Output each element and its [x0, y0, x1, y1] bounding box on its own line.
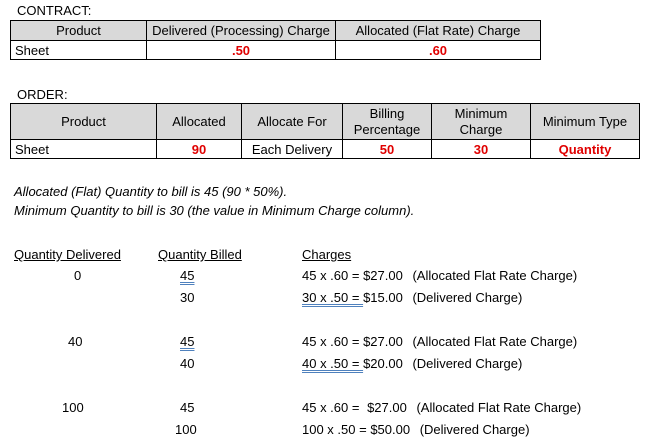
charge-line: [302, 268, 577, 283]
billing-line-1: Billing: [369, 105, 405, 121]
charge-description: (Allocated Flat Rate Charge): [412, 268, 578, 283]
order-cell-product: Sheet: [11, 140, 157, 159]
charge-description: (Delivered Charge): [412, 356, 523, 371]
charge-line: [302, 356, 522, 371]
billed-value: 30: [180, 290, 195, 305]
order-cell-billing-percentage: 50: [343, 140, 432, 159]
charge-amount: $27.00: [367, 400, 407, 415]
order-cell-allocate-for: Each Delivery: [242, 140, 343, 159]
charge-expression: 40 x .50 =: [302, 356, 364, 371]
charge-expression: 45 x .60 =: [302, 334, 364, 349]
billing-line-2: Percentage: [353, 121, 421, 137]
contract-label: CONTRACT:: [17, 3, 92, 18]
order-header-minimum-charge: [432, 104, 531, 140]
header-charges: Charges: [302, 247, 352, 262]
contract-header-delivered-charge: Delivered (Processing) Charge: [147, 21, 336, 41]
contract-header-product: Product: [11, 21, 147, 41]
order-cell-allocated: 90: [157, 140, 242, 159]
billed-value: 45: [180, 334, 195, 349]
minimum-line-1: Minimum: [454, 105, 508, 121]
charge-line: [302, 290, 522, 305]
charge-amount: $50.00: [370, 422, 411, 437]
order-label: ORDER:: [17, 87, 68, 102]
order-table: [10, 103, 640, 159]
charge-expression: 45 x .60 =: [302, 400, 364, 415]
charge-expression: 100 x .50 =: [302, 422, 371, 437]
contract-cell-delivered-charge: .50: [147, 41, 336, 60]
delivered-value: 40: [68, 334, 83, 349]
billed-value: 40: [180, 356, 195, 371]
delivered-value: 100: [62, 400, 84, 415]
delivered-value: 0: [74, 268, 82, 283]
charge-expression: 30 x .50 =: [302, 290, 364, 305]
charge-description: (Delivered Charge): [419, 422, 530, 437]
charge-description: (Allocated Flat Rate Charge): [412, 334, 578, 349]
header-quantity-billed: Quantity Billed: [158, 247, 242, 262]
minimum-line-2: Charge: [459, 121, 503, 137]
order-header-allocate-for: Allocate For: [242, 104, 343, 140]
charge-line: [302, 334, 577, 349]
charge-line: [302, 400, 581, 415]
note-allocated-quantity: Allocated (Flat) Quantity to bill is 45 (90 * 50%).: [14, 184, 288, 199]
contract-cell-product: Sheet: [11, 41, 147, 60]
order-header-billing-percentage: [343, 104, 432, 140]
order-cell-minimum-charge: 30: [432, 140, 531, 159]
order-header-allocated: Allocated: [157, 104, 242, 140]
note-minimum-quantity: Minimum Quantity to bill is 30 (the value in Minimum Charge column).: [14, 203, 415, 218]
charge-description: (Delivered Charge): [412, 290, 523, 305]
billed-value: 45: [180, 268, 195, 283]
order-cell-minimum-type: Quantity: [531, 140, 640, 159]
contract-table: [10, 20, 541, 60]
contract-cell-allocated-charge: .60: [336, 41, 541, 60]
charge-amount: $27.00: [363, 334, 403, 349]
contract-header-allocated-charge: Allocated (Flat Rate) Charge: [336, 21, 541, 41]
billed-value: 45: [180, 400, 195, 415]
charge-line: [302, 422, 530, 437]
header-quantity-delivered: Quantity Delivered: [14, 247, 121, 262]
charge-description: (Allocated Flat Rate Charge): [416, 400, 582, 415]
order-header-product: Product: [11, 104, 157, 140]
charge-amount: $15.00: [363, 290, 403, 305]
charge-amount: $20.00: [363, 356, 403, 371]
charge-expression: 45 x .60 =: [302, 268, 364, 283]
charge-amount: $27.00: [363, 268, 403, 283]
order-header-minimum-type: Minimum Type: [531, 104, 640, 140]
billed-value: 100: [175, 422, 197, 437]
